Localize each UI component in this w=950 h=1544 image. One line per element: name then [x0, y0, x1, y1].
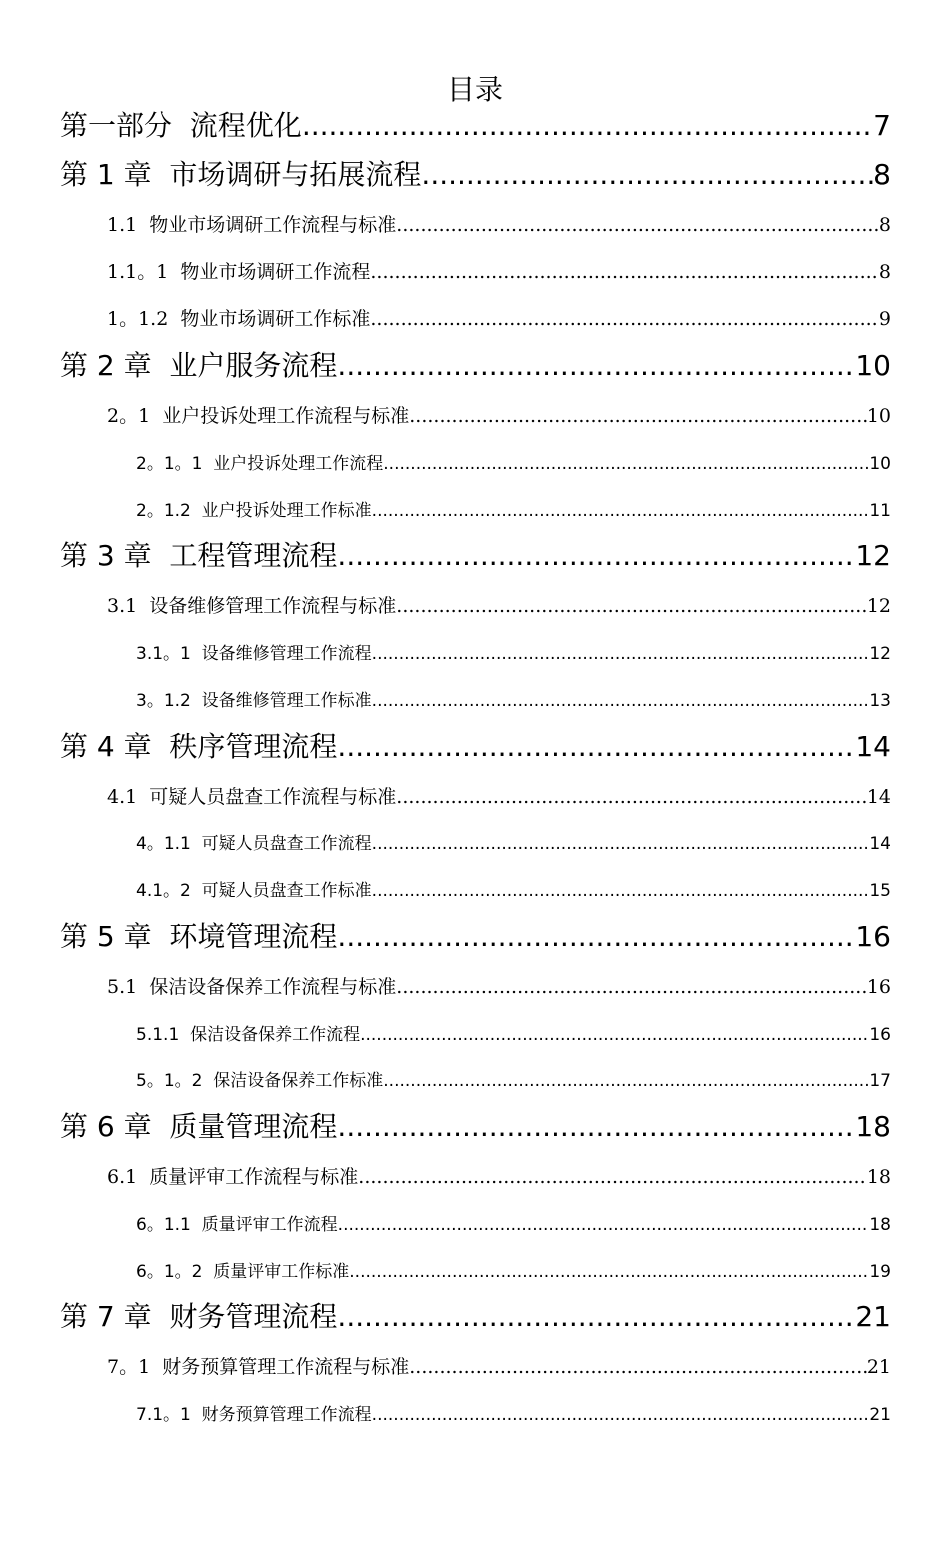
toc-page-number: 11 [869, 501, 891, 521]
toc-entry-subsection[interactable] [136, 1403, 891, 1427]
toc-entry-chapter[interactable] [60, 1299, 891, 1335]
toc-page-number: 18 [869, 1215, 891, 1235]
toc-entry-subsection[interactable] [136, 1069, 891, 1093]
toc-entry-subsection[interactable] [136, 689, 891, 713]
toc-dot-leader [302, 108, 873, 144]
toc-page-number: 17 [869, 1071, 891, 1091]
toc-entry-label: 3.1。1 设备维修管理工作流程 [136, 644, 372, 664]
toc-dot-leader [372, 499, 870, 523]
toc-title: 目录 [446, 73, 503, 106]
toc-entry-chapter[interactable] [60, 538, 891, 574]
toc-dot-leader [372, 689, 870, 713]
toc-dot-leader [338, 1213, 870, 1237]
toc-entry-label: 第 2 章 业户服务流程 [60, 349, 338, 382]
toc-dot-leader [409, 1354, 867, 1380]
toc-entry-subsection[interactable] [107, 306, 891, 332]
toc-entry-subsection[interactable] [136, 452, 891, 476]
toc-entry-subsection[interactable] [136, 1213, 891, 1237]
toc-page-number: 12 [869, 644, 891, 664]
toc-page-number: 8 [873, 158, 891, 191]
toc-entry-label: 6。1。2 质量评审工作标准 [136, 1262, 350, 1282]
toc-page-number: 16 [866, 976, 891, 998]
toc-entry-section[interactable] [107, 784, 891, 810]
toc-page-number: 8 [878, 214, 891, 236]
toc-page-number: 10 [869, 454, 891, 474]
toc-entry-subsection[interactable] [136, 879, 891, 903]
toc-dot-leader [349, 1260, 869, 1284]
toc-page-number: 14 [855, 730, 891, 763]
toc-page-number: 9 [878, 308, 891, 330]
toc-dot-leader [337, 348, 855, 384]
toc-dot-leader [372, 879, 870, 903]
toc-entry-subsection[interactable] [136, 832, 891, 856]
toc-entry-subsection[interactable] [136, 499, 891, 523]
toc-entry-label: 2。1 业户投诉处理工作流程与标准 [107, 405, 410, 427]
toc-entry-subsection[interactable] [136, 1023, 891, 1047]
toc-entry-label: 6。1.1 质量评审工作流程 [136, 1215, 338, 1235]
toc-page-number: 16 [869, 1025, 891, 1045]
toc-page-number: 10 [855, 349, 891, 382]
toc-entry-section[interactable] [107, 1354, 891, 1380]
toc-dot-leader [396, 593, 867, 619]
toc-dot-leader [372, 642, 870, 666]
toc-page-number: 13 [869, 691, 891, 711]
toc-entry-label: 第 3 章 工程管理流程 [60, 539, 338, 572]
toc-entry-label: 1.1。1 物业市场调研工作流程 [107, 261, 371, 283]
toc-entry-label: 2。1。1 业户投诉处理工作流程 [136, 454, 384, 474]
toc-entry-label: 4。1.1 可疑人员盘查工作流程 [136, 834, 372, 854]
toc-page-number: 12 [855, 539, 891, 572]
toc-dot-leader [372, 1403, 870, 1427]
toc-entry-label: 第 7 章 财务管理流程 [60, 1300, 338, 1333]
toc-page-number: 21 [855, 1300, 891, 1333]
toc-dot-leader [396, 974, 867, 1000]
toc-dot-leader [383, 1069, 869, 1093]
toc-page-number: 15 [869, 881, 891, 901]
toc-dot-leader [396, 784, 867, 810]
toc-entry-section[interactable] [107, 403, 891, 429]
toc-page-number: 7 [873, 109, 891, 142]
toc-page-number: 14 [869, 834, 891, 854]
toc-entry-section[interactable] [107, 212, 891, 238]
toc-dot-leader [337, 1109, 855, 1145]
toc-dot-leader [396, 212, 879, 238]
toc-dot-leader [383, 452, 869, 476]
toc-entry-label: 1。1.2 物业市场调研工作标准 [107, 308, 371, 330]
toc-entry-subsection[interactable] [136, 1260, 891, 1284]
toc-entry-section[interactable] [107, 1164, 891, 1190]
toc-page-number: 10 [866, 405, 891, 427]
toc-entry-part[interactable] [60, 108, 891, 144]
toc-entry-chapter[interactable] [60, 919, 891, 955]
toc-page-number: 18 [866, 1166, 891, 1188]
toc-entry-label: 1.1 物业市场调研工作流程与标准 [107, 214, 397, 236]
toc-entry-label: 3.1 设备维修管理工作流程与标准 [107, 595, 397, 617]
toc-page-number: 16 [855, 920, 891, 953]
toc-page-number: 12 [866, 595, 891, 617]
toc-entry-subsection[interactable] [136, 642, 891, 666]
toc-page-number: 8 [878, 261, 891, 283]
toc-entry-label: 第 1 章 市场调研与拓展流程 [60, 158, 422, 191]
toc-entry-label: 7。1 财务预算管理工作流程与标准 [107, 1356, 410, 1378]
toc-page-number: 21 [866, 1356, 891, 1378]
toc-dot-leader [370, 306, 879, 332]
toc-entry-label: 7.1。1 财务预算管理工作流程 [136, 1405, 372, 1425]
toc-dot-leader [337, 919, 855, 955]
toc-entry-label: 6.1 质量评审工作流程与标准 [107, 1166, 359, 1188]
toc-entry-label: 2。1.2 业户投诉处理工作标准 [136, 501, 372, 521]
toc-entry-label: 第 4 章 秩序管理流程 [60, 730, 338, 763]
toc-page-number: 18 [855, 1110, 891, 1143]
toc-entry-label: 4.1 可疑人员盘查工作流程与标准 [107, 786, 397, 808]
toc-entry-subsection[interactable] [107, 259, 891, 285]
toc-dot-leader [358, 1164, 867, 1190]
toc-entry-chapter[interactable] [60, 729, 891, 765]
toc-entry-section[interactable] [107, 974, 891, 1000]
toc-dot-leader [372, 832, 870, 856]
toc-dot-leader [421, 157, 873, 193]
toc-entry-chapter[interactable] [60, 348, 891, 384]
toc-entry-chapter[interactable] [60, 157, 891, 193]
toc-entry-label: 5.1.1 保洁设备保养工作流程 [136, 1025, 361, 1045]
toc-entry-label: 第一部分 流程优化 [60, 109, 302, 142]
toc-page-number: 14 [866, 786, 891, 808]
toc-entry-chapter[interactable] [60, 1109, 891, 1145]
toc-dot-leader [409, 403, 867, 429]
toc-entry-label: 4.1。2 可疑人员盘查工作标准 [136, 881, 372, 901]
toc-entry-label: 5。1。2 保洁设备保养工作标准 [136, 1071, 384, 1091]
toc-entry-label: 第 5 章 环境管理流程 [60, 920, 338, 953]
toc-entry-label: 5.1 保洁设备保养工作流程与标准 [107, 976, 397, 998]
toc-page-number: 19 [869, 1262, 891, 1282]
toc-page-number: 21 [869, 1405, 891, 1425]
toc-dot-leader [337, 1299, 855, 1335]
toc-entry-label: 3。1.2 设备维修管理工作标准 [136, 691, 372, 711]
toc-dot-leader [337, 538, 855, 574]
toc-entry-section[interactable] [107, 593, 891, 619]
toc-dot-leader [370, 259, 879, 285]
toc-entry-label: 第 6 章 质量管理流程 [60, 1110, 338, 1143]
toc-dot-leader [360, 1023, 869, 1047]
toc-dot-leader [337, 729, 855, 765]
